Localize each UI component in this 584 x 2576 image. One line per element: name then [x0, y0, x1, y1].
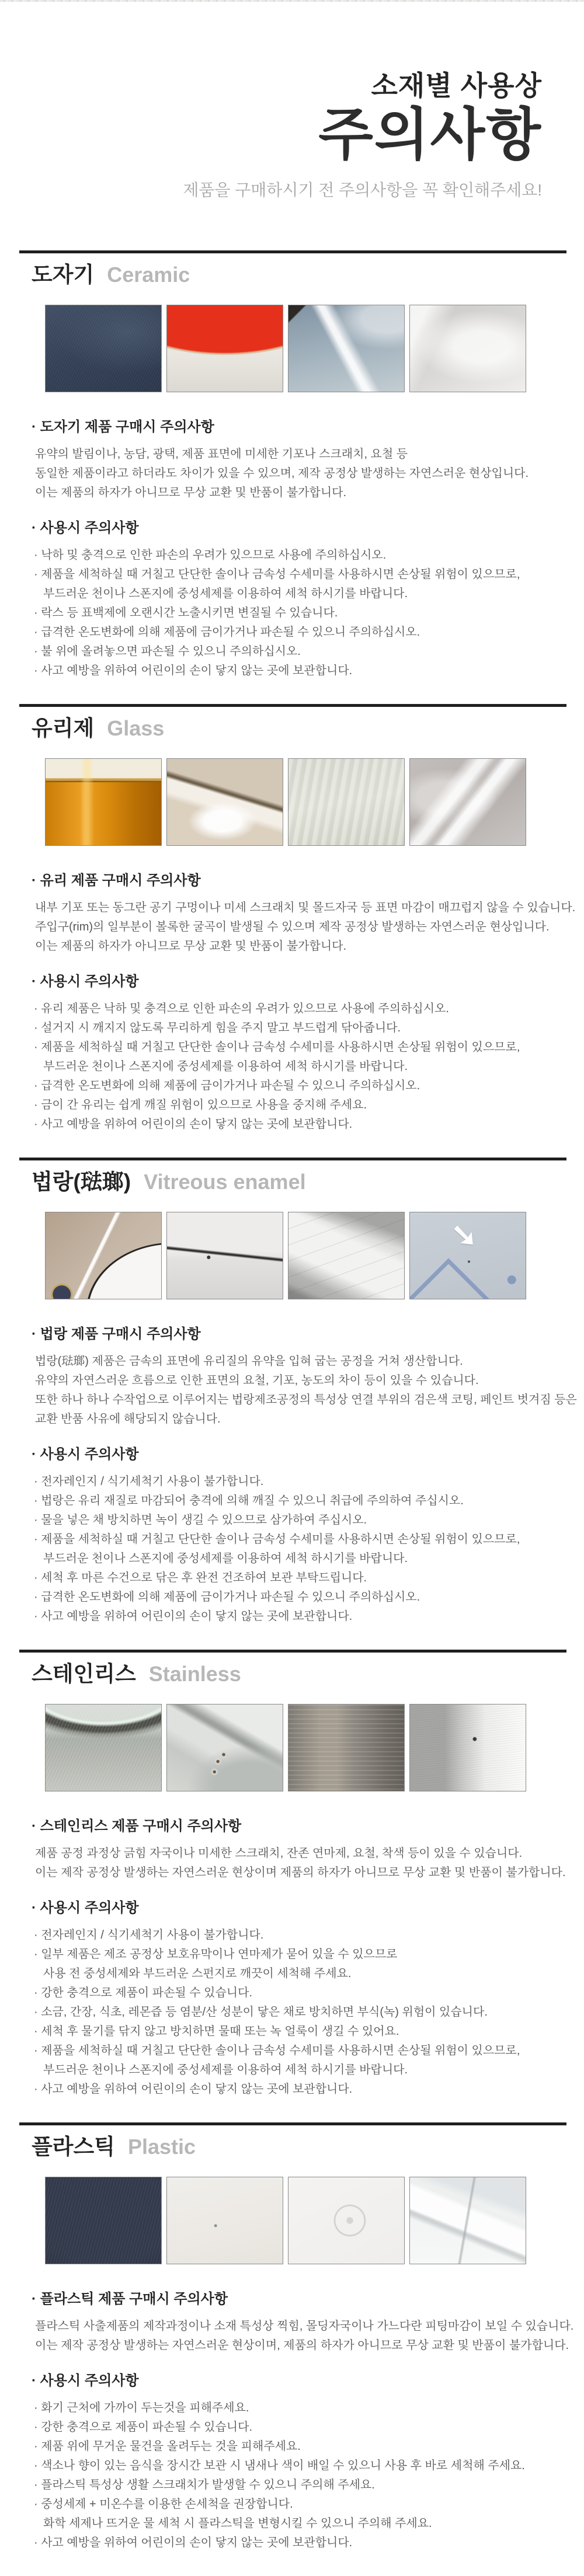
usage-line: · 전자레인지 / 식기세척기 사용이 불가합니다. [34, 1929, 264, 1941]
paragraph-line: 제품 공정 과정상 긁힘 자국이나 미세한 스크래치, 잔존 연마제, 요철, 착색 등이 있을 수 있습니다. [35, 1847, 523, 1860]
section-enamel [0, 1158, 584, 1650]
paragraph-line: 이는 제품의 하자가 아니므로 무상 교환 및 반품이 불가합니다. [35, 940, 347, 953]
usage-line: · 금이 간 유리는 쉽게 깨질 위험이 있으므로 사용을 중지해 주세요. [34, 1099, 367, 1111]
section-title [32, 1169, 584, 1200]
usage-precautions-list [34, 546, 584, 681]
section-photo-row [45, 305, 584, 392]
paragraph-line: 법랑(琺瑯) 제품은 금속의 표면에 유리질의 유약을 입혀 굽는 공정을 거쳐 생산합니다. [35, 1355, 463, 1368]
ceramic-photo-3 [288, 305, 405, 392]
usage-line: 화학 세제나 뜨거운 물 세척 시 플라스틱을 변형시킬 수 있으니 주의해 주세요. [43, 2517, 432, 2530]
paragraph-line: 이는 제품의 하자가 아니므로 무상 교환 및 반품이 불가합니다. [35, 486, 347, 499]
section-title-korean: 스테인리스 [32, 1662, 136, 1686]
section-title-korean: 유리제 [32, 716, 95, 740]
usage-line: · 강한 충격으로 제품이 파손될 수 있습니다. [34, 2421, 252, 2434]
usage-line: · 강한 충격으로 제품이 파손될 수 있습니다. [34, 1986, 252, 1999]
usage-precautions-list [34, 2399, 584, 2553]
ceramic-photo-1 [45, 305, 162, 392]
usage-line: · 유리 제품은 낙하 및 충격으로 인한 파손의 우려가 있으므로 사용에 주의하십시오. [34, 1002, 449, 1015]
glass-photo-2 [166, 758, 283, 846]
usage-line: · 소금, 간장, 식초, 레몬즙 등 염분/산 성분이 닿은 채로 방치하면 부식(녹) 위험이 있습니다. [34, 2006, 488, 2019]
stainless-photo-1 [45, 1704, 162, 1791]
section-title-english: Stainless [148, 1662, 241, 1686]
usage-line: · 화기 근처에 가까이 두는것을 피해주세요. [34, 2401, 249, 2414]
usage-line: · 물을 넣은 채 방치하면 녹이 생길 수 있으므로 삼가하여 주십시오. [34, 1514, 367, 1526]
stainless-photo-4 [409, 1704, 526, 1791]
usage-line: 부드러운 천이나 스폰지에 중성세제를 이용하여 세척 하시기를 바랍니다. [43, 1060, 408, 1073]
section-title-korean: 플라스틱 [32, 2135, 115, 2159]
section-title [32, 715, 584, 747]
paragraph-line: 교환 반품 사유에 해당되지 않습니다. [35, 1413, 221, 1425]
section-photo-row [45, 1704, 584, 1791]
section-divider [19, 1650, 566, 1653]
usage-precautions-list [34, 1926, 584, 2099]
ceramic-photo-4 [409, 305, 526, 392]
usage-line: · 사고 예방을 위하여 어린이의 손이 닿지 않는 곳에 보관합니다. [34, 1610, 353, 1623]
paragraph-line: 유약의 자연스러운 흐름으로 인한 표면의 요철, 기포, 농도의 차이 등이 있을 수 있습니다. [35, 1374, 479, 1387]
paragraph-line: 동일한 제품이라고 하더라도 차이가 있을 수 있으며, 제작 공정상 발생하는 자연스러운 현상입니다. [35, 467, 529, 480]
usage-precautions-heading: · 사용시 주의사항 [32, 1446, 139, 1462]
usage-precautions-list [34, 999, 584, 1134]
purchase-precautions-heading: · 법랑 제품 구매시 주의사항 [32, 1326, 201, 1342]
usage-line: · 법랑은 유리 재질로 마감되어 충격에 의해 깨질 수 있으니 취급에 주의하여 주십시오. [34, 1494, 464, 1507]
usage-precautions-heading: · 사용시 주의사항 [32, 520, 139, 536]
section-photo-row [45, 758, 584, 846]
usage-line: · 제품 위에 무거운 물건을 올려두는 것을 피해주세요. [34, 2440, 301, 2453]
paragraph-line: 이는 제작 공정상 발생하는 자연스러운 현상이며 제품의 하자가 아니므로 무상 교환 및 반품이 불가합니다. [35, 1866, 566, 1879]
usage-line: · 급격한 온도변화에 의해 제품에 금이가거나 파손될 수 있으니 주의하십시오. [34, 1591, 420, 1604]
page-header [0, 71, 584, 200]
purchase-precautions-paragraph [35, 2317, 584, 2355]
section-title [32, 262, 584, 293]
section-ceramic [0, 250, 584, 704]
section-title-english: Vitreous enamel [144, 1170, 306, 1194]
plastic-photo-2 [166, 2177, 283, 2264]
paragraph-line: 주입구(rim)의 일부분이 볼록한 굴곡이 발생될 수 있으며 제작 공정상 발생하는 자연스러운 현상입니다. [35, 921, 550, 933]
paragraph-line: 유약의 발림이나, 농담, 광택, 제품 표면에 미세한 기포나 스크래치, 요철 등 [35, 448, 408, 461]
usage-line: · 전자레인지 / 식기세척기 사용이 불가합니다. [34, 1475, 264, 1488]
usage-line: 부드러운 천이나 스폰지에 중성세제를 이용하여 세척 하시기를 바랍니다. [43, 1552, 408, 1565]
section-divider [19, 704, 566, 707]
section-title-korean: 도자기 [32, 263, 95, 287]
purchase-precautions-heading: · 도자기 제품 구매시 주의사항 [32, 419, 214, 435]
section-divider [19, 1158, 566, 1160]
section-photo-row [45, 2177, 584, 2264]
paragraph-line: 이는 제작 공정상 발생하는 자연스러운 현상이며, 제품의 하자가 아니므로 무상 교환 및 반품이 불가합니다. [35, 2339, 569, 2352]
usage-line: · 플라스틱 특성상 생활 스크래치가 발생할 수 있으니 주의해 주세요. [34, 2479, 375, 2491]
glass-photo-1 [45, 758, 162, 846]
header-subtitle: 제품을 구매하시기 전 주의사항을 꼭 확인해주세요! [183, 181, 542, 199]
usage-precautions-heading: · 사용시 주의사항 [32, 974, 139, 989]
usage-line: 부드러운 천이나 스폰지에 중성세제를 이용하여 세척 하시기를 바랍니다. [43, 587, 408, 600]
paragraph-line: 플라스틱 사출제품의 제작과정이나 소재 특성상 찍힘, 몰딩자국이나 가느다란 피팅마감이 보일 수 있습니다. [35, 2320, 574, 2333]
usage-line: 사용 전 중성세제와 부드러운 스펀지로 깨끗이 세척해 주세요. [43, 1967, 352, 1980]
section-plastic [0, 2122, 584, 2576]
section-title-korean: 법랑(琺瑯) [32, 1170, 131, 1194]
usage-line: · 락스 등 표백제에 오랜시간 노출시키면 변질될 수 있습니다. [34, 606, 338, 619]
enamel-photo-1 [45, 1212, 162, 1299]
usage-line: · 급격한 온도변화에 의해 제품에 금이가거나 파손될 수 있으니 주의하십시오. [34, 1079, 420, 1092]
plastic-photo-4 [409, 2177, 526, 2264]
plastic-photo-1 [45, 2177, 162, 2264]
usage-line: · 제품을 세척하실 때 거칠고 단단한 솔이나 금속성 수세미를 사용하시면 손상될 위험이 있으므로, [34, 568, 520, 581]
purchase-precautions-heading: · 플라스틱 제품 구매시 주의사항 [32, 2291, 228, 2307]
stainless-photo-2 [166, 1704, 283, 1791]
plastic-photo-3 [288, 2177, 405, 2264]
paragraph-line: 또한 하나 하나 수작업으로 이루어지는 법랑제조공정의 특성상 연결 부위의 검은색 코팅, 페인트 벗겨짐 등은 [35, 1393, 577, 1406]
purchase-precautions-heading: · 스테인리스 제품 구매시 주의사항 [32, 1818, 242, 1834]
usage-line: · 제품을 세척하실 때 거칠고 단단한 솔이나 금속성 수세미를 사용하시면 손상될 위험이 있으므로, [34, 1533, 520, 1546]
enamel-photo-3 [288, 1212, 405, 1299]
usage-precautions-heading: · 사용시 주의사항 [32, 2373, 139, 2389]
section-title-english: Plastic [127, 2135, 196, 2159]
usage-precautions-list [34, 1472, 584, 1626]
section-stainless [0, 1650, 584, 2122]
usage-line: · 사고 예방을 위하여 어린이의 손이 닿지 않는 곳에 보관합니다. [34, 2536, 353, 2549]
usage-line: · 색소나 향이 있는 음식을 장시간 보관 시 냄새나 색이 배일 수 있으니 사용 후 바로 세척해 주세요. [34, 2459, 525, 2472]
section-title-english: Glass [107, 716, 165, 740]
purchase-precautions-paragraph [35, 1352, 584, 1429]
section-title [32, 1661, 584, 1692]
paragraph-line: 내부 기포 또는 동그란 공기 구멍이나 미세 스크래치 및 몰드자국 등 표면 마감이 매끄럽지 않을 수 있습니다. [35, 901, 576, 914]
usage-line: · 일부 제품은 제조 공정상 보호유막이나 연마제가 묻어 있을 수 있으므로 [34, 1948, 398, 1961]
purchase-precautions-paragraph [35, 898, 584, 956]
stainless-photo-3 [288, 1704, 405, 1791]
sections-container [0, 250, 584, 2576]
usage-line: · 세척 후 물기를 닦지 않고 방치하면 물때 또는 녹 얼룩이 생길 수 있어요. [34, 2025, 399, 2038]
purchase-precautions-heading: · 유리 제품 구매시 주의사항 [32, 873, 201, 888]
section-divider [19, 2122, 566, 2125]
usage-line: · 사고 예방을 위하여 어린이의 손이 닿지 않는 곳에 보관합니다. [34, 664, 353, 677]
usage-line: · 급격한 온도변화에 의해 제품에 금이가거나 파손될 수 있으니 주의하십시오. [34, 626, 420, 639]
usage-line: · 제품을 세척하실 때 거칠고 단단한 솔이나 금속성 수세미를 사용하시면 손상될 위험이 있으므로, [34, 1041, 520, 1054]
page-title: 주의사항 [318, 103, 542, 166]
ceramic-photo-2 [166, 305, 283, 392]
section-glass [0, 704, 584, 1158]
section-title [32, 2134, 584, 2165]
section-divider [19, 250, 566, 253]
usage-line: · 사고 예방을 위하여 어린이의 손이 닿지 않는 곳에 보관합니다. [34, 2083, 353, 2096]
purchase-precautions-paragraph [35, 445, 584, 503]
usage-line: · 사고 예방을 위하여 어린이의 손이 닿지 않는 곳에 보관합니다. [34, 1118, 353, 1131]
usage-precautions-heading: · 사용시 주의사항 [32, 1900, 139, 1916]
usage-line: · 낙하 및 충격으로 인한 파손의 우려가 있으므로 사용에 주의하십시오. [34, 549, 387, 562]
section-photo-row [45, 1212, 584, 1299]
header-eyebrow: 소재별 사용상 [371, 70, 542, 101]
purchase-precautions-paragraph [35, 1844, 584, 1883]
enamel-photo-2 [166, 1212, 283, 1299]
usage-line: 부드러운 천이나 스폰지에 중성세제를 이용하여 세척 하시기를 바랍니다. [43, 2063, 408, 2076]
section-title-english: Ceramic [107, 263, 190, 287]
glass-photo-4 [409, 758, 526, 846]
glass-photo-3 [288, 758, 405, 846]
usage-line: · 세척 후 마른 수건으로 닦은 후 완전 건조하여 보관 부탁드립니다. [34, 1571, 367, 1584]
enamel-photo-4 [409, 1212, 526, 1299]
usage-line: · 불 위에 올려놓으면 파손될 수 있으니 주의하십시오. [34, 645, 301, 658]
top-edge-strip [0, 0, 584, 2]
usage-line: · 설거지 시 깨지지 않도록 무리하게 힘을 주지 말고 부드럽게 닦아줍니다. [34, 1022, 401, 1034]
usage-line: · 제품을 세척하실 때 거칠고 단단한 솔이나 금속성 수세미를 사용하시면 손상될 위험이 있으므로, [34, 2044, 520, 2057]
usage-line: · 중성세제 + 미온수를 이용한 손세척을 권장합니다. [34, 2498, 293, 2511]
